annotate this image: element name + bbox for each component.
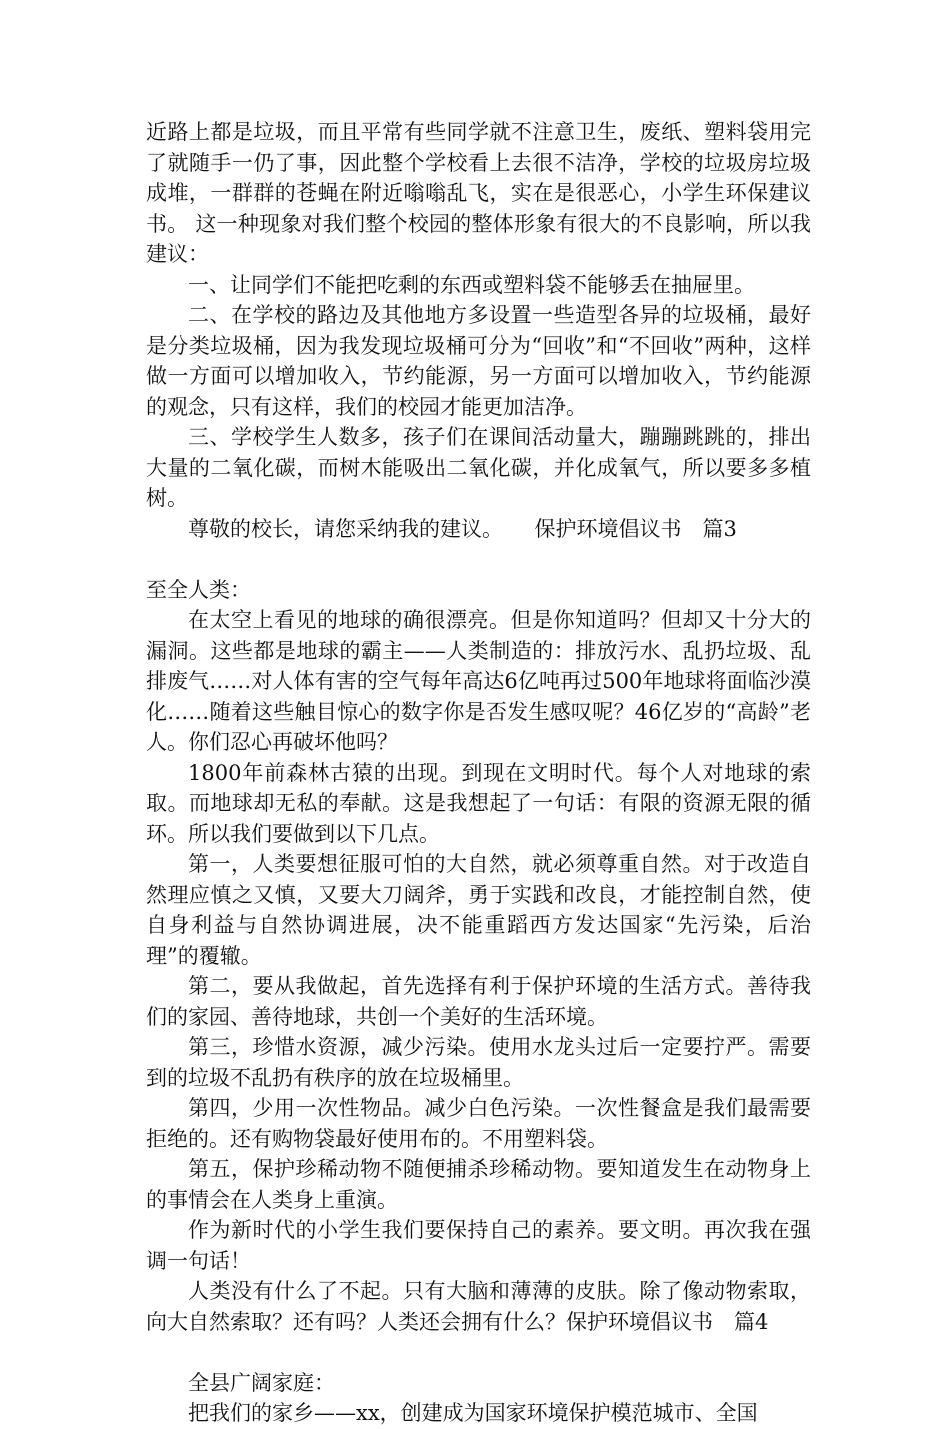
blank-line — [146, 544, 811, 575]
salutation: 全县广阔家庭： — [188, 1370, 335, 1395]
paragraph: 人类没有什么了不起。只有大脑和薄薄的皮肤。除了像动物索取，向大自然索取？还有吗？人类还会拥有什么？保护环境倡议书 篇4 — [146, 1279, 811, 1334]
paragraph: 第二，要从我做起，首先选择有利于保护环境的生活方式。善待我们的家园、善待地球，共创一个美好的生活环境。 — [146, 974, 811, 1029]
blank-line — [146, 1337, 811, 1368]
paragraph: 1800年前森林古猿的出现。到现在文明时代。每个人对地球的索取。而地球却无私的奉献。这是我想起了一句话：有限的资源无限的循环。所以我们要做到以下几点。 — [146, 760, 811, 846]
paragraph: 一、让同学们不能把吃剩的东西或塑料袋不能够丢在抽屉里。 — [188, 272, 755, 297]
paragraph: 第三，珍惜水资源，减少污染。使用水龙头过后一定要拧严。需要到的垃圾不乱扔有秩序的放在垃圾桶里。 — [146, 1035, 811, 1090]
paragraph: 近路上都是垃圾，而且平常有些同学就不注意卫生，废纸、塑料袋用完了就随手一仍了事，因此整个学校看上去很不洁净，学校的垃圾房垃圾成堆，一群群的苍蝇在附近嗡嗡乱飞，实在是很恶心，小学生环保建议书。 这一种现象对我们整个校园的整体形象有很大的不良影响，所以我建议： — [146, 120, 811, 266]
paragraph: 第一，人类要想征服可怕的大自然，就必须尊重自然。对于改造自然理应慎之又慎，又要大刀阔斧，勇于实践和改良，才能控制自然，使自身利益与自然协调进展，决不能重蹈西方发达国家“先污染，后治理”的覆辙。 — [146, 852, 811, 968]
paragraph: 二、在学校的路边及其他地方多设置一些造型各异的垃圾桶，最好是分类垃圾桶，因为我发现垃圾桶可分为“回收”和“不回收”两种，这样做一方面可以增加收入，节约能源，另一方面可以增加收入，节约能源的观念，只有这样，我们的校园才能更加洁净。 — [146, 303, 811, 419]
paragraph: 把我们的家乡——xx，创建成为国家环境保护模范城市、全国 — [188, 1401, 758, 1425]
salutation: 至全人类： — [146, 577, 251, 602]
paragraph: 三、学校学生人数多，孩子们在课间活动量大，蹦蹦跳跳的，排出大量的二氧化碳，而树木能吸出二氧化碳，并化成氧气，所以要多多植树。 — [146, 425, 811, 510]
document-body — [146, 117, 811, 1429]
paragraph: 第五，保护珍稀动物不随便捕杀珍稀动物。要知道发生在动物身上的事情会在人类身上重演。 — [146, 1157, 811, 1212]
paragraph: 第四，少用一次性物品。减少白色污染。一次性餐盒是我们最需要拒绝的。还有购物袋最好使用布的。不用塑料袋。 — [146, 1096, 811, 1151]
paragraph: 作为新时代的小学生我们要保持自己的素养。要文明。再次我在强调一句话！ — [146, 1218, 811, 1273]
paragraph: 在太空上看见的地球的确很漂亮。但是你知道吗？但却又十分大的漏洞。这些都是地球的霸主——人类制造的：排放污水、乱扔垃圾、乱排废气……对人体有害的空气每年高达6亿吨再过500年地球将面临沙漠化……随着这些触目惊心的数字你是否发生感叹呢？46亿岁的“高龄”老人。你们忍心再破坏他吗？ — [146, 608, 811, 754]
paragraph: 尊敬的校长，请您采纳我的建议。 保护环境倡议书 篇3 — [188, 516, 737, 541]
